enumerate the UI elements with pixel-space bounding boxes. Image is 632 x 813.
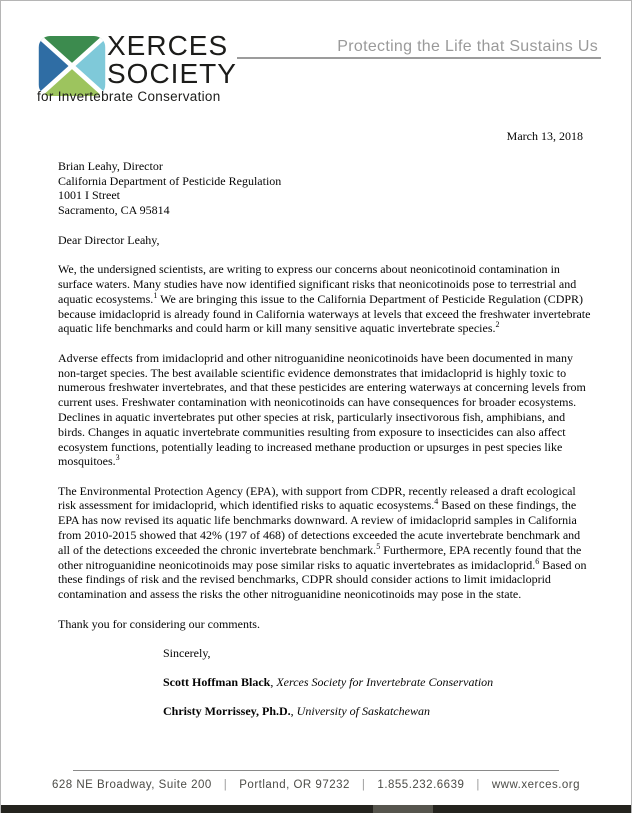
recipient-line: 1001 I Street	[58, 188, 120, 203]
footer-item: 1.855.232.6639	[377, 779, 465, 791]
recipient-block	[58, 159, 591, 218]
footer-item: 628 NE Broadway, Suite 200	[51, 779, 212, 791]
body-paragraph: The Environmental Protection Agency (EPA), with support from CDPR, recently released a draft ecological risk assessment for imidacloprid, which identified risks to aquatic ecosystems.$^4$ Based on these findings, the EPA has now revised its aquatic life benchmarks downward. A review of imidacloprid samples in California from 2010-2015 showed that 42% (197 of 468) of detections exceeded the acute invertebrate benchmark and all of the detections exceeded the chronic invertebrate benchmark.$^5$ Furthermore, EPA recently found that the other nitroguanidine neonicotinoids may pose similar risks to aquatic invertebrates as imidacloprid.$^6$ Based on these findings of risk and the revised benchmarks, CDPR should consider actions to limit imidacloprid contamination and assess the risks the other nitroguanidine neonicotinoids may pose in the state.	[58, 483, 587, 602]
footnote-reference: 6	[535, 556, 540, 566]
footer-separator: |	[361, 779, 366, 791]
signature-line: Christy Morrissey, Ph.D., University of Saskatchewan	[163, 704, 430, 719]
logo-wordmark-line2: SOCIETY	[107, 58, 237, 89]
window-bottom-bar	[1, 805, 631, 813]
closing-line: Thank you for considering our comments.	[58, 616, 260, 631]
letter-body	[58, 262, 591, 602]
footnote-reference: 1	[153, 290, 158, 300]
horizontal-scrollbar-thumb[interactable]	[373, 805, 433, 813]
letter-body-container	[58, 119, 591, 719]
letter-date: March 13, 2018	[506, 129, 583, 143]
signature-block	[163, 675, 591, 719]
footer-separator: |	[223, 779, 228, 791]
footer-separator: |	[476, 779, 480, 791]
body-paragraph: Adverse effects from imidacloprid and other nitroguanidine neonicotinoids have been documented in many non-target species. The best available scientific evidence demonstrates that imidacloprid is highly toxic to numerous freshwater invertebrates, and that these pesticides are entering waterways at concerning levels from current uses. Freshwater contamination with neonicotinoids can have consequences for broader ecosystems. Declines in aquatic invertebrates put other species at risk, particularly insectivorous fish, amphibians, and birds. Changes in aquatic invertebrate communities resulting from exposure to insecticides can also affect ecosystem functions, potentially leading to increased methane production or upsurges in pest species like mosquitoes.$^3$	[58, 350, 586, 469]
logo-wordmark	[107, 32, 237, 88]
signer-name: Christy Morrissey, Ph.D.	[163, 704, 291, 719]
footer-divider	[73, 770, 559, 771]
logo-subtitle: for Invertebrate Conservation	[37, 89, 221, 104]
header-divider	[237, 57, 601, 59]
footer-item: www.xerces.org	[491, 779, 581, 791]
footnote-reference: 4	[434, 497, 439, 507]
body-paragraph: We, the undersigned scientists, are writing to express our concerns about neonicotinoid contamination in surface waters. Many studies have now identified significant risks that neonicotinoids pose to terrestrial and aquatic ecosystems.$^1$ We are bringing this issue to the California Department of Pesticide Regulation (CDPR) because imidacloprid is already found in California waterways at levels that exceed the freshwater invertebrate aquatic life benchmarks and could harm or kill many sensitive aquatic invertebrate species.$^2$	[58, 262, 591, 336]
xerces-x-logo-icon	[38, 36, 106, 96]
footnote-reference: 2	[495, 320, 500, 330]
recipient-line: California Department of Pesticide Regulation	[58, 173, 282, 188]
signature-area	[163, 646, 591, 719]
footer-item: Portland, OR 97232	[239, 779, 350, 791]
recipient-line: Sacramento, CA 95814	[58, 203, 170, 218]
tagline: Protecting the Life that Sustains Us	[337, 38, 598, 55]
signer-affiliation: Xerces Society for Invertebrate Conservation	[276, 675, 494, 690]
signature-line: Scott Hoffman Black, Xerces Society for Invertebrate Conservation	[163, 675, 494, 690]
footer	[1, 770, 631, 791]
footnote-reference: 3	[115, 453, 120, 463]
signer-name: Scott Hoffman Black	[163, 675, 271, 690]
signoff: Sincerely,	[163, 645, 211, 660]
salutation: Dear Director Leahy,	[58, 232, 160, 247]
logo-wordmark-line1: XERCES	[107, 30, 229, 61]
footer-text	[1, 779, 631, 791]
signer-affiliation: University of Saskatchewan	[296, 704, 430, 719]
footnote-reference: 5	[376, 541, 381, 551]
recipient-line: Brian Leahy, Director	[58, 158, 163, 173]
